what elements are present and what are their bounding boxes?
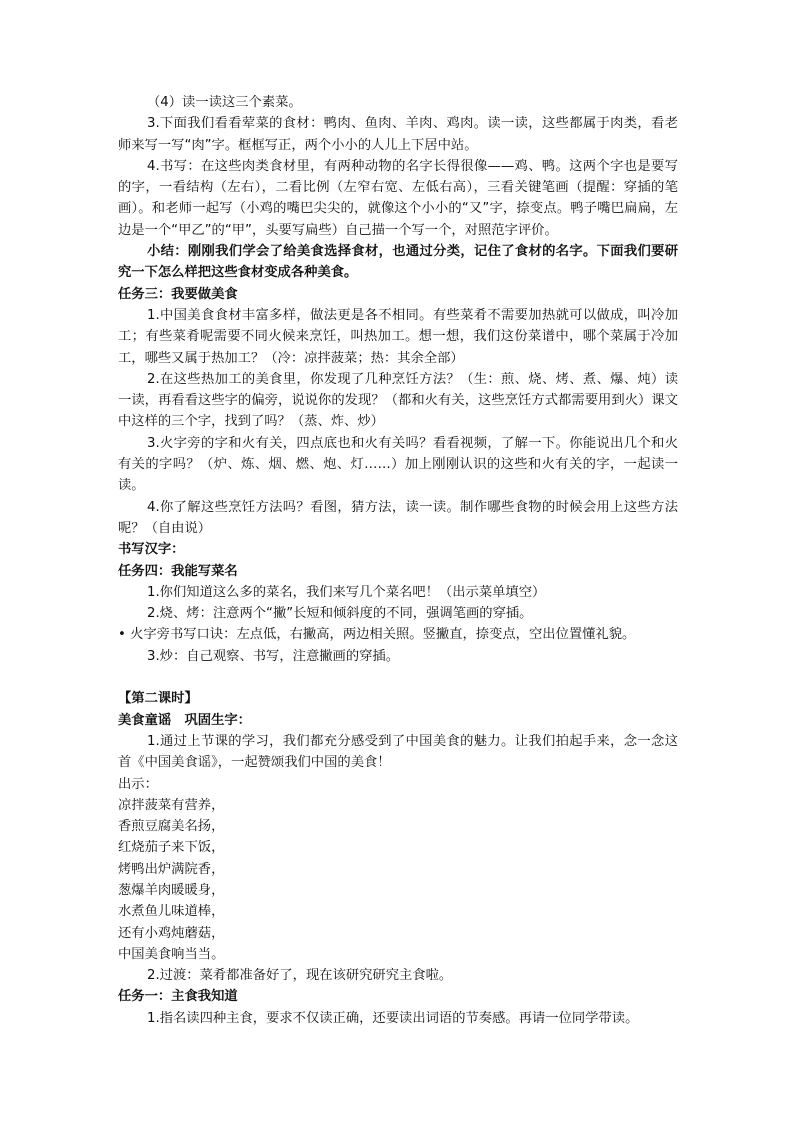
heading-second-lesson: 【第二课时】	[118, 691, 198, 707]
blank-line	[118, 667, 678, 688]
document-page	[118, 92, 678, 1029]
heading-task-3: 任务三：我要做美食	[118, 286, 238, 302]
poem-line: 红烧茄子来下饭，	[118, 840, 225, 856]
poem-line: 水煮鱼儿味道棒，	[118, 904, 225, 920]
paragraph-review-vegetables: （4）读一读这三个素菜。	[147, 95, 302, 110]
paragraph-task1-item1: 1.指名读四种主食，要求不仅读正确，还要读出词语的节奏感。再请一位同学带读。	[147, 1010, 639, 1026]
label-show: 出示：	[118, 776, 158, 792]
poem-line: 烤鸭出炉满院香，	[118, 861, 225, 877]
paragraph-task3-item1: 1.中国美食食材丰富多样，做法更是各不相同。有些菜肴不需要加热就可以做成，叫冷加工；有些菜肴呢需要不同火候来烹饪，叫热加工。想一想，我们这份菜谱中，哪个菜属于冷加工，哪些又属于热加工？（冷：凉拌菠菜；热：其余全部）	[118, 307, 678, 366]
heading-task-1: 任务一：主食我知道	[118, 989, 238, 1005]
poem-line: 中国美食响当当。	[118, 946, 225, 962]
paragraph-rhyme-intro: 1.通过上节课的学习，我们都充分感受到了中国美食的魅力。让我们拍起手来，念一念这首《中国美食谣》，一起赞颂我们中国的美食！	[118, 733, 678, 771]
paragraph-task4-item2: 2.烧、烤：注意两个“撇”长短和倾斜度的不同，强调笔画的穿插。	[147, 606, 533, 622]
paragraph-task3-item4: 4.你了解这些烹饪方法吗？看图，猜方法，读一读。制作哪些食物的时候会用上这些方法呢？（自由说）	[118, 499, 678, 536]
poem-line: 香煎豆腐美名扬，	[118, 819, 225, 835]
paragraph-writing-chicken-duck: 4.书写：在这些肉类食材里，有两种动物的名字长得很像——鸡、鸭。这两个字也是要写的字，一看结构（左右），二看比例（左窄右宽、左低右高），三看关键笔画（提醒：穿插的笔画）。和老师一起写（小鸡的嘴巴尖尖的，就像这个小小的“又”字，捺变点。鸭子嘴巴扁扁，左边是一个“甲乙”的“甲”，头要写扁些）自己描一个写一个，对照范字评价。	[118, 158, 678, 238]
paragraph-task4-item3: 3.炒：自己观察、书写，注意撇画的穿插。	[147, 648, 400, 664]
bullet-fire-radical-rhyme: • 火字旁书写口诀：左点低，右撇高，两边相关照。竖撇直，捺变点，空出位置懂礼貌。	[118, 627, 636, 643]
paragraph-task4-item1: 1.你们知道这么多的菜名，我们来写几个菜名吧！（出示菜单填空）	[147, 584, 546, 600]
paragraph-task3-item2: 2.在这些热加工的美食里，你发现了几种烹饪方法？（生：煎、烧、烤、煮、爆、炖）读一读，再看看这些字的偏旁，说说你的发现？（都和火有关，这些烹饪方式都需要用到火）课文中这样的三个字，找到了吗？（蒸、炸、炒）	[118, 371, 678, 430]
paragraph-task3-item3: 3.火字旁的字和火有关，四点底也和火有关吗？看看视频，了解一下。你能说出几个和火有关的字吗？（炉、炼、烟、燃、炮、灯……）加上刚刚认识的这些和火有关的字，一起读一读。	[118, 435, 678, 494]
heading-food-rhyme: 美食童谣 巩固生字：	[118, 712, 251, 728]
paragraph-meat-ingredients: 3.下面我们看看荤菜的食材：鸭肉、鱼肉、羊肉、鸡肉。读一读，这些都属于肉类，看老师来写一写“肉”字。框框写正，两个小小的人儿上下居中站。	[118, 116, 678, 153]
paragraph-summary: 小结：刚刚我们学会了给美食选择食材，也通过分类，记住了食材的名字。下面我们要研究一下怎么样把这些食材变成各种美食。	[118, 244, 678, 281]
heading-task-4: 任务四：我能写菜名	[118, 563, 238, 579]
heading-writing: 书写汉字：	[118, 542, 185, 558]
poem-line: 还有小鸡炖蘑菇，	[118, 925, 225, 941]
poem-line: 凉拌菠菜有营养，	[118, 797, 225, 813]
paragraph-transition: 2.过渡：菜肴都准备好了，现在该研究研究主食啦。	[147, 968, 453, 984]
poem-line: 葱爆羊肉暖暖身，	[118, 882, 225, 898]
